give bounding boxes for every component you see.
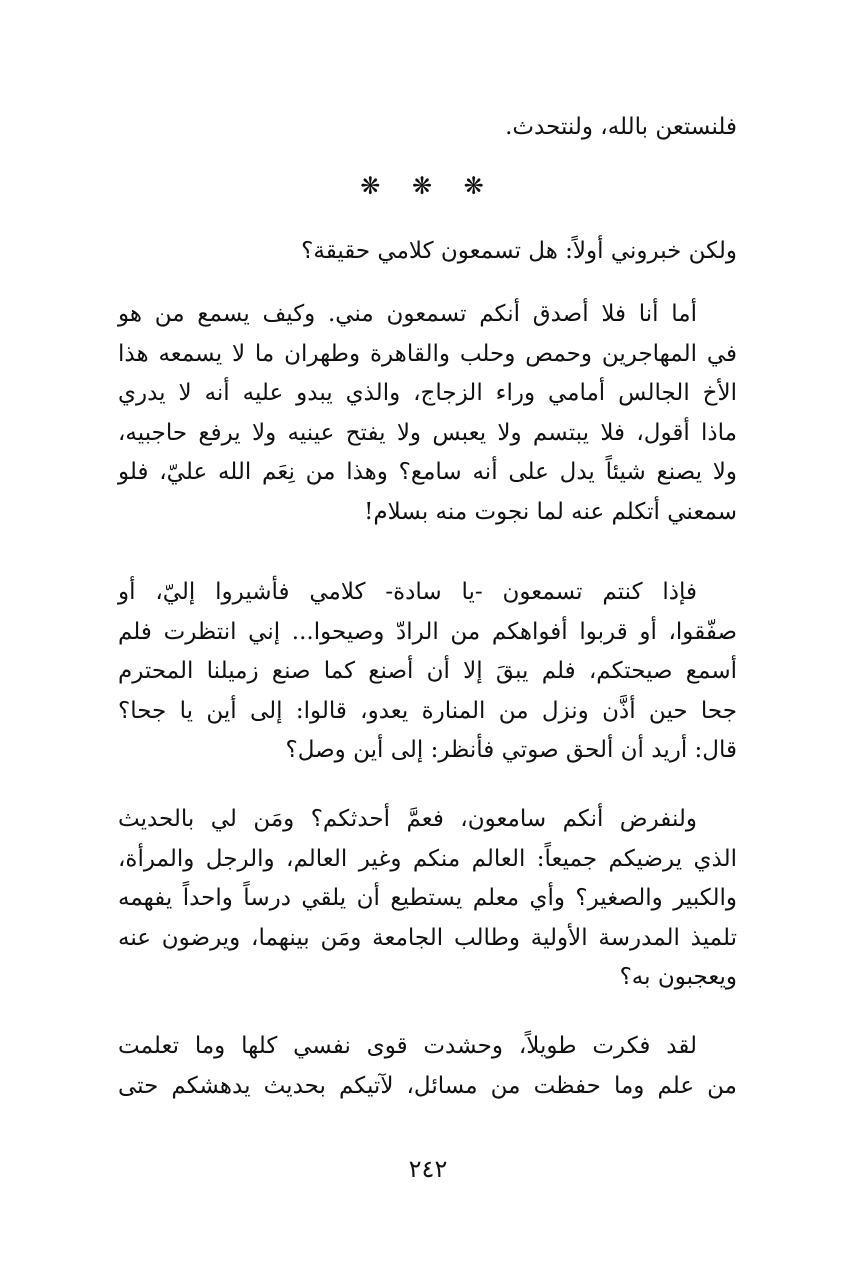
paragraph-4 bbox=[118, 1027, 737, 1106]
paragraph-3 bbox=[118, 800, 737, 998]
text-line: لقد فكرت طويلاً، وحشدت قوى نفسي كلها وما تعلمت bbox=[118, 1033, 697, 1059]
text-line: في المهاجرين وحمص وحلب والقاهرة وطهران ما لا يسمعه هذا bbox=[118, 340, 737, 367]
text-line: تلميذ المدرسة الأولية وطالب الجامعة ومَن بينهما، ويرضون عنه bbox=[118, 924, 737, 951]
text-line: ولنفرض أنكم سامعون، فعمَّ أحدثكم؟ ومَن لي بالحديث bbox=[118, 806, 697, 832]
text-line: ماذا أقول، فلا يبتسم ولا يعبس ولا يفتح عينيه ولا يرفع حاجبيه، bbox=[118, 419, 737, 446]
section-separator-stars: ❋ ❋ ❋ bbox=[360, 172, 496, 200]
text-line: ويعجبون به؟ bbox=[619, 964, 737, 990]
paragraph-2 bbox=[118, 573, 737, 771]
text-line: ولا يصنع شيئاً يدل على أنه سامع؟ وهذا من نِعَم الله عليّ، فلو bbox=[118, 459, 737, 485]
text-line: أما أنا فلا أصدق أنكم تسمعون مني. وكيف يسمع من هو bbox=[118, 301, 697, 327]
paragraph-1 bbox=[118, 295, 737, 532]
text-line: صفّقوا، أو قربوا أفواهكم من الرادّ وصيحوا... إني انتظرت فلم bbox=[118, 618, 737, 645]
text-line: أسمع صيحتكم، فلم يبقَ إلا أن أصنع كما صنع زميلنا المحترم bbox=[118, 658, 737, 684]
text-line: الذي يرضيكم جميعاً: العالم منكم وغير العالم، والرجل والمرأة، bbox=[118, 845, 737, 872]
intro-line bbox=[118, 108, 797, 148]
text-line: من علم وما حفظت من مسائل، لآتيكم بحديث يدهشكم حتى bbox=[118, 1072, 737, 1099]
text-line: ولكن خبروني أولاً: هل تسمعون كلامي حقيقة؟ bbox=[301, 238, 737, 264]
question-line bbox=[118, 232, 797, 272]
page-number: ٢٤٢ bbox=[408, 1155, 448, 1183]
text-line: الأخ الجالس أمامي وراء الزجاج، والذي يبدو عليه أنه لا يدري bbox=[118, 380, 737, 406]
text-line: جحا حين أذَّن ونزل من المنارة يعدو، قالوا: إلى أين يا جحا؟ bbox=[118, 697, 737, 724]
text-line: والكبير والصغير؟ وأي معلم يستطيع أن يلقي درساً واحداً يفهمه bbox=[118, 885, 737, 911]
text-line: فإذا كنتم تسمعون -يا سادة- كلامي فأشيروا إليّ، أو bbox=[118, 579, 697, 605]
text-line: سمعني أتكلم عنه لما نجوت منه بسلام! bbox=[364, 498, 737, 525]
text-line: فلنستعن بالله، ولنتحدث. bbox=[505, 114, 737, 140]
text-line: قال: أريد أن ألحق صوتي فأنظر: إلى أين وصل؟ bbox=[285, 737, 737, 763]
